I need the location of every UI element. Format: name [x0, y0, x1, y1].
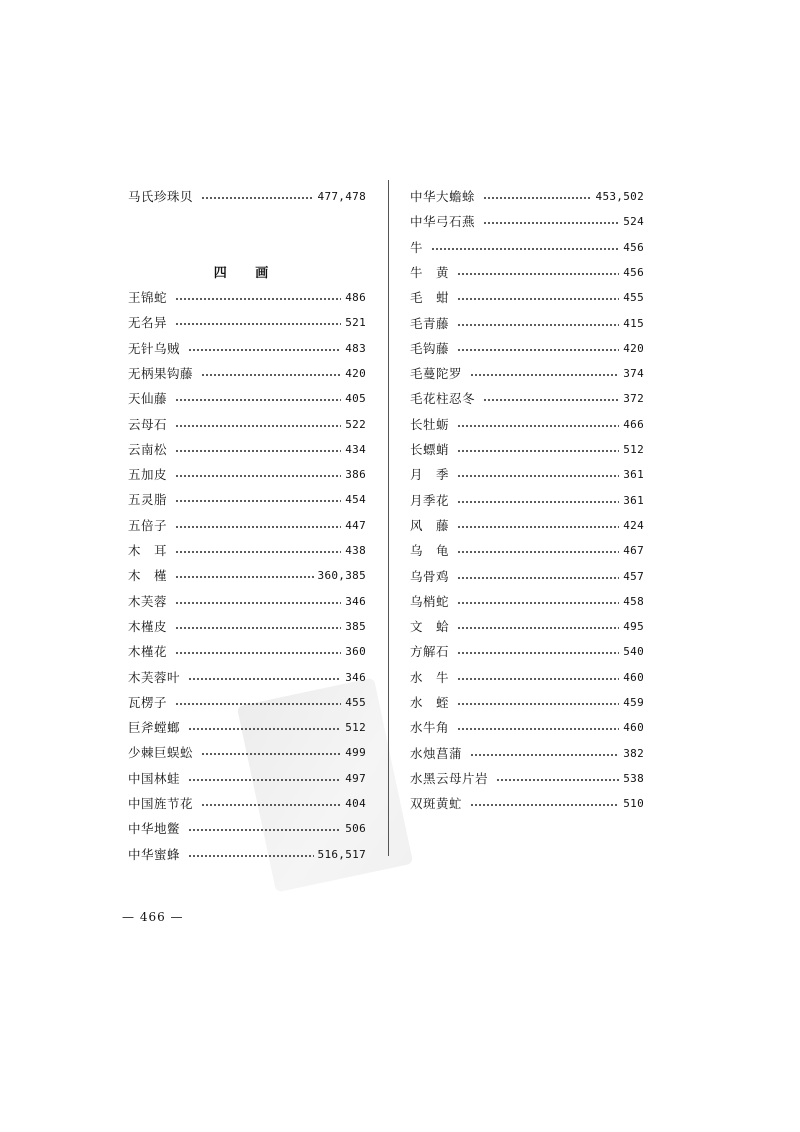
index-page: 510 [623, 797, 644, 811]
dot-leader [457, 324, 619, 326]
index-term: 乌骨鸡 [410, 568, 450, 584]
index-page: 466 [623, 417, 644, 431]
dot-leader [175, 627, 341, 629]
dot-leader [457, 450, 619, 452]
index-page: 438 [345, 544, 366, 557]
index-term: 木芙蓉 [128, 593, 168, 609]
index-entry [410, 264, 644, 282]
index-entry [410, 441, 644, 459]
dot-leader [457, 273, 619, 275]
index-entry [128, 517, 366, 535]
index-page: 458 [623, 594, 644, 608]
index-term: 中华蜜蜂 [128, 846, 181, 862]
index-page: 521 [345, 316, 366, 330]
dot-leader [470, 374, 619, 376]
index-term: 牛 黄 [410, 264, 450, 280]
index-term: 文 蛤 [410, 619, 450, 635]
index-page: 405 [345, 392, 366, 406]
dot-leader [457, 602, 619, 604]
index-entry [128, 491, 366, 509]
index-page: 361 [623, 468, 644, 482]
dot-leader [496, 779, 619, 781]
index-entry [128, 618, 366, 636]
index-term: 方解石 [410, 644, 450, 660]
index-page: 457 [623, 569, 644, 583]
index-page: 434 [345, 442, 366, 456]
index-entry [128, 795, 366, 813]
index-term: 天仙藤 [128, 391, 168, 407]
index-entry [410, 618, 644, 636]
index-term: 水 蛭 [410, 695, 450, 710]
index-term: 水烛菖蒲 [410, 745, 463, 761]
index-page: 467 [623, 544, 644, 558]
index-entry [410, 340, 644, 358]
index-term: 五灵脂 [128, 492, 168, 508]
index-page: 360 [345, 645, 366, 659]
index-page: 404 [345, 797, 366, 810]
index-entry [128, 365, 366, 383]
dot-leader [175, 475, 341, 477]
index-page: 346 [345, 670, 366, 684]
index-entry [410, 213, 644, 231]
index-term: 水黑云母片岩 [410, 770, 489, 786]
dot-leader [175, 551, 341, 553]
dot-leader [470, 804, 619, 806]
dot-leader [175, 425, 341, 427]
index-term: 毛青藤 [410, 315, 450, 331]
dot-leader [483, 197, 592, 199]
index-entry [128, 441, 366, 459]
index-page: 456 [623, 265, 644, 279]
index-page: 456 [623, 240, 644, 254]
index-page: 447 [345, 518, 366, 532]
index-term: 王锦蛇 [128, 290, 168, 305]
dot-leader [175, 500, 341, 502]
index-term: 中国林蛙 [128, 770, 181, 786]
index-term: 木槿皮 [128, 618, 168, 634]
index-entry [128, 719, 366, 737]
index-page: 477,478 [317, 190, 366, 203]
index-term: 毛花柱忍冬 [410, 391, 476, 407]
index-entry [128, 466, 366, 484]
index-page: 540 [623, 645, 644, 659]
dot-leader [457, 526, 619, 528]
index-entry [410, 466, 644, 484]
dot-leader [175, 450, 341, 452]
index-entry [410, 745, 644, 763]
section-heading: 四 画 [213, 266, 281, 281]
dot-leader [457, 627, 619, 629]
dot-leader [457, 425, 619, 427]
index-term: 月季花 [410, 492, 450, 508]
index-page: 516,517 [317, 847, 366, 861]
dot-leader [457, 577, 619, 579]
index-page: 538 [623, 771, 644, 785]
index-term: 木 槿 [128, 568, 168, 584]
index-page: 499 [345, 746, 366, 760]
index-term: 牛 [410, 239, 424, 255]
index-entry [410, 188, 644, 206]
index-page: 460 [623, 721, 644, 735]
index-term: 木 耳 [128, 543, 168, 558]
dot-leader [188, 779, 341, 781]
index-page: 522 [345, 417, 366, 431]
index-term: 木芙蓉叶 [128, 669, 181, 685]
index-entry [410, 643, 644, 661]
dot-leader [431, 248, 619, 250]
index-entry [410, 239, 644, 257]
index-term: 无柄果钩藤 [128, 365, 194, 381]
index-entry [410, 416, 644, 434]
index-term: 月 季 [410, 467, 450, 483]
index-page: 385 [345, 619, 366, 633]
index-page: 459 [623, 696, 644, 709]
index-entry [410, 542, 644, 560]
index-entry [128, 289, 366, 307]
index-entry [128, 188, 366, 206]
index-page: 460 [623, 670, 644, 684]
index-page: 506 [345, 822, 366, 836]
index-page: 512 [623, 443, 644, 456]
index-term: 无名异 [128, 315, 168, 331]
index-term: 少棘巨蜈蚣 [128, 745, 194, 761]
index-entry [128, 846, 366, 864]
index-term: 巨斧螳螂 [128, 720, 181, 736]
index-entry [410, 669, 644, 687]
dot-leader [175, 602, 341, 604]
dot-leader [175, 298, 341, 300]
dot-leader [188, 829, 341, 831]
dot-leader [188, 349, 341, 351]
index-entry [128, 314, 366, 332]
index-page: 495 [623, 620, 644, 634]
dot-leader [188, 855, 314, 857]
index-entry [410, 795, 644, 813]
index-entry [410, 694, 644, 712]
dot-leader [175, 703, 341, 705]
index-page: 497 [345, 771, 366, 785]
index-term: 中华弓石燕 [410, 214, 476, 230]
index-page: 346 [345, 594, 366, 608]
index-term: 长螵蛸 [410, 442, 450, 457]
index-page: 420 [623, 341, 644, 355]
index-page: 372 [623, 392, 644, 406]
index-term: 毛钩藤 [410, 340, 450, 356]
index-entry [410, 719, 644, 737]
index-page: 524 [623, 215, 644, 229]
index-page: 420 [345, 366, 366, 380]
dot-leader [175, 576, 314, 578]
index-entry [128, 694, 366, 712]
index-term: 长牡蛎 [410, 416, 450, 432]
index-term: 中华大蟾蜍 [410, 189, 476, 204]
dot-leader [201, 753, 341, 755]
index-entry [128, 542, 366, 560]
index-page: 455 [345, 695, 366, 709]
index-entry [410, 289, 644, 307]
index-term: 无针乌贼 [128, 340, 181, 356]
index-page: 360,385 [317, 569, 366, 583]
dot-leader [457, 551, 619, 553]
index-entry [128, 593, 366, 611]
dot-leader [457, 652, 619, 654]
index-term: 中华地鳖 [128, 821, 181, 837]
dot-leader [457, 678, 619, 680]
index-entry [410, 770, 644, 788]
dot-leader [201, 804, 341, 806]
index-term: 毛 蚶 [410, 290, 450, 306]
dot-leader [175, 323, 341, 325]
index-entry [128, 643, 366, 661]
index-term: 五加皮 [128, 467, 168, 483]
dot-leader [457, 298, 619, 300]
dot-leader [457, 728, 619, 730]
index-entry [128, 669, 366, 687]
index-page: 424 [623, 518, 644, 532]
index-entry [128, 770, 366, 788]
dot-leader [188, 678, 341, 680]
index-entry [128, 567, 366, 585]
index-entry [128, 820, 366, 838]
index-term: 乌 龟 [410, 543, 450, 559]
index-page: 455 [623, 291, 644, 305]
index-term: 马氏珍珠贝 [128, 189, 194, 204]
dot-leader [457, 703, 619, 705]
column-divider [388, 180, 389, 856]
dot-leader [175, 526, 341, 528]
index-term: 云南松 [128, 441, 168, 457]
index-term: 云母石 [128, 416, 168, 432]
index-entry [128, 390, 366, 408]
index-term: 五倍子 [128, 517, 168, 533]
index-page: 453,502 [595, 190, 644, 203]
dot-leader [457, 501, 619, 503]
index-entry [410, 517, 644, 535]
index-term: 毛蔓陀罗 [410, 366, 463, 382]
index-entry [410, 365, 644, 383]
index-entry [128, 744, 366, 762]
index-entry [410, 390, 644, 408]
index-term: 水 牛 [410, 669, 450, 685]
index-page: 486 [345, 291, 366, 304]
index-entry [410, 568, 644, 586]
index-term: 木槿花 [128, 644, 168, 660]
index-page: 483 [345, 341, 366, 355]
index-term: 乌梢蛇 [410, 593, 450, 609]
index-term: 风 藤 [410, 517, 450, 533]
index-page: 361 [623, 493, 644, 507]
index-entry [410, 593, 644, 611]
index-entry [128, 340, 366, 358]
dot-leader [188, 728, 341, 730]
dot-leader [175, 399, 341, 401]
index-entry [410, 315, 644, 333]
dot-leader [457, 475, 619, 477]
index-page: 382 [623, 746, 644, 760]
index-page: 512 [345, 721, 366, 735]
index-page: 386 [345, 468, 366, 482]
dot-leader [175, 652, 341, 654]
index-page: 454 [345, 493, 366, 507]
dot-leader [470, 754, 619, 756]
index-entry [128, 416, 366, 434]
index-term: 双斑黄虻 [410, 796, 463, 812]
index-term: 水牛角 [410, 720, 450, 736]
dot-leader [483, 222, 619, 224]
dot-leader [201, 197, 314, 199]
index-page: 374 [623, 367, 644, 381]
index-page: 415 [623, 316, 644, 330]
page-number: — 466 — [122, 910, 184, 924]
dot-leader [201, 374, 341, 376]
dot-leader [483, 399, 619, 401]
index-term: 中国旌节花 [128, 796, 194, 811]
index-entry [410, 492, 644, 510]
dot-leader [457, 349, 619, 351]
index-term: 瓦楞子 [128, 694, 168, 710]
